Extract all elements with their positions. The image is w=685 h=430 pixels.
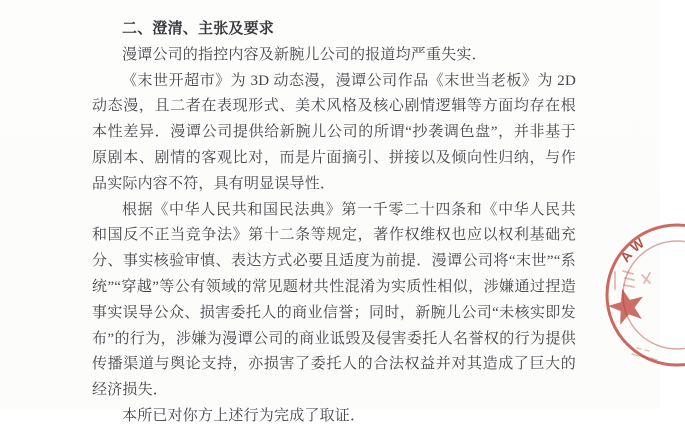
seal-faint-bottom-text-icon [632, 348, 657, 360]
law-firm-seal [585, 215, 685, 385]
section-heading: 二、澄清、主张及要求 [122, 21, 275, 37]
seal-faint-characters-icon [615, 271, 650, 289]
star-icon [605, 284, 649, 327]
paragraph-evidence-statement: 本所已对你方上述行为完成了取证． [122, 407, 366, 424]
paragraph-legal-basis: 根据《中华人民共和国民法典》第一千零二十四条和《中华人民共和国反不正当竞争法》第十二条等规定，著作权维权也应以权利基础充分、事实核验审慎、表达方式必要且适度为前提．漫谭公司将“末世”“系统”“穿越”等公有领域的常见题材共性混淆为实质性相似，涉嫌通过捏造事实误导公众、损害委托人的商业信誉；同时，新腕儿公司“未核实即发布”的行为，涉嫌为漫谭公司的商业诋毁及侵害委托人名誉权的行为提供传播渠道与舆论支持，亦损害了委托人的合法权益并对其造成了巨大的经济损失． [92, 201, 576, 399]
seal-outer-ring-icon [607, 225, 685, 365]
document-body [92, 17, 576, 430]
seal-inner-ring-icon [623, 241, 685, 349]
paragraph-clarification-summary: 漫谭公司的指控内容及新腕儿公司的报道均严重失实． [122, 46, 487, 63]
seal-latin-text: AW [617, 233, 651, 266]
paragraph-work-comparison: 《末世开超市》为 3D 动态漫，漫谭公司作品《末世当老板》为 2D 动态漫，且二者在表现形式、美术风格及核心剧情逻辑等方面均存在根本性差异．漫谭公司提供给新腕儿公司的所谓“抄袭调色盘”，并非基于原剧本、剧情的客观比对，而是片面摘引、拼接以及倾向性归纳，与作品实际内容不符，具有明显误导性． [92, 72, 576, 192]
